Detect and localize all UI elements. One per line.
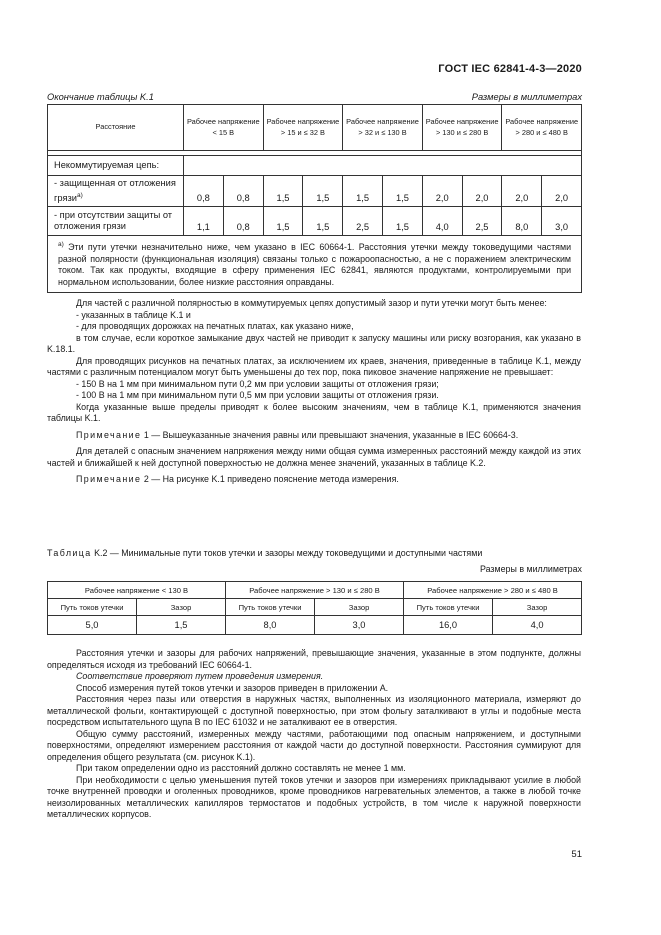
paragraph: Способ измерения путей токов утечки и зазоров приведен в приложении А. bbox=[76, 682, 389, 693]
table-cell: 1,1 bbox=[184, 207, 224, 236]
table-cell: 2,5 bbox=[343, 207, 383, 236]
body-section-2 bbox=[47, 648, 581, 821]
table-cell: 1,5 bbox=[137, 616, 226, 635]
row-label: - защищенная от отложения грязи$^{а)}$ bbox=[48, 176, 184, 207]
table-row bbox=[48, 207, 582, 236]
paragraph: Соответствие проверяют путем проведения измерения. bbox=[76, 671, 324, 681]
voltage-group: Рабочее напряжение > 280 и ≤ 480 В bbox=[404, 582, 582, 599]
table-cell: 1,5 bbox=[343, 176, 383, 207]
note-label: Примечание bbox=[76, 474, 142, 484]
table-cell: 2,0 bbox=[542, 176, 582, 207]
col-header-distance: Расстояние bbox=[48, 105, 184, 151]
table-cell: 2,5 bbox=[462, 207, 502, 236]
col-header: Путь токов утечки bbox=[404, 599, 493, 616]
voltage-group: Рабочее напряжение > 130 и ≤ 280 В bbox=[226, 582, 404, 599]
list-item: - для проводящих дорожках на печатных платах, как указано ниже, bbox=[76, 321, 354, 331]
paragraph: Для деталей с опасным значением напряжения между ними общая сумма измеренных расстояний между каждой из этих частей и ближайшей к ней доступной поверхностью не должна менее значений, указанных в таблице K.2. bbox=[47, 446, 581, 468]
voltage-group: Рабочее напряжение > 15 и ≤ 32 В bbox=[263, 105, 343, 151]
table1-units: Размеры в миллиметрах bbox=[471, 92, 582, 102]
table-row bbox=[48, 176, 582, 207]
paragraph: Расстояния через пазы или отверстия в наружных частях, выполненных из изоляционного материала, измеряют до металлической фольги, контактирующей с доступной поверхностью, при этом фольгу заталкивают в углы и подобные места посредством испытательного щупа B по IEC 61032 и не заталкивают ее в отверстия. bbox=[47, 694, 581, 727]
table2-subheader-row bbox=[48, 599, 582, 616]
table2-header-row bbox=[48, 582, 582, 599]
paragraph: Для проводящих рисунков на печатных платах, за исключением их краев, значения, приведенные в таблице K.1, между частями с различным потенциалом могут быть уменьшены до тех пор, пока пиковое значение напряжение не превышает: bbox=[47, 355, 581, 377]
table-cell: 0,8 bbox=[223, 207, 263, 236]
paragraph: Для частей с различной полярностью в коммутируемых цепях допустимый зазор и пути утечки могут быть менее: bbox=[76, 298, 547, 308]
table-cell: 3,0 bbox=[542, 207, 582, 236]
paragraph: При необходимости с целью уменьшения путей токов утечки и зазоров при измерениях прикладывают усилие в любой точке внутренней проводки и оголенных проводников, кроме проводников нагревательных элементов, а также в любой точке неизолированных металлических капилляров термостатов и подобных устройств, в том числе к наружной поверхности металлических корпусов. bbox=[47, 774, 581, 819]
table2-caption: Таблица K.2 — Минимальные пути токов утечки и зазоры между токоведущими и доступными частями bbox=[47, 548, 483, 558]
table-cell: 2,0 bbox=[422, 176, 462, 207]
list-item: - 150 В на 1 мм при минимальном пути 0,2 мм при условии защиты от отложения грязи; bbox=[76, 378, 439, 389]
voltage-group: Рабочее напряжение < 15 В bbox=[184, 105, 264, 151]
table-cell: 16,0 bbox=[404, 616, 493, 635]
table-cell: 4,0 bbox=[493, 616, 582, 635]
note: Примечание 2 — На рисунке K.1 приведено пояснение метода измерения. bbox=[76, 474, 399, 484]
row-label: Некоммутируемая цепь: bbox=[48, 156, 184, 176]
table-cell: 0,8 bbox=[223, 176, 263, 207]
table-cell: 1,5 bbox=[383, 176, 423, 207]
voltage-group: Рабочее напряжение > 130 и ≤ 280 В bbox=[422, 105, 502, 151]
table-cell: 5,0 bbox=[48, 616, 137, 635]
table-row bbox=[48, 616, 582, 635]
table-cell: 1,5 bbox=[383, 207, 423, 236]
page-number: 51 bbox=[571, 849, 582, 860]
table-cell: 2,0 bbox=[462, 176, 502, 207]
list-item: - 100 В на 1 мм при минимальном пути 0,5 мм при условии защиты от отложения грязи. bbox=[76, 390, 439, 400]
note: Примечание 1 — Вышеуказанные значения равны или превышают значения, указанные в IEC 60664-3. bbox=[76, 429, 519, 440]
table-cell: 3,0 bbox=[315, 616, 404, 635]
table2-units: Размеры в миллиметрах bbox=[479, 564, 582, 574]
col-header: Зазор bbox=[315, 599, 404, 616]
table-k1 bbox=[47, 104, 582, 293]
standard-header: ГОСТ IEC 62841-4-3—2020 bbox=[438, 63, 582, 75]
table-cell: 1,5 bbox=[303, 207, 343, 236]
paragraph: Расстояния утечки и зазоры для рабочих напряжений, превышающие значения, указанные в этом подпункте, должны определяться исходя из требований IEC 60664-1. bbox=[47, 648, 581, 670]
table-k2 bbox=[47, 581, 582, 635]
table-cell: 1,5 bbox=[263, 207, 303, 236]
table-cell: 8,0 bbox=[502, 207, 542, 236]
table-cell: 1,5 bbox=[263, 176, 303, 207]
table-cell: 1,5 bbox=[303, 176, 343, 207]
row-label: - при отсутствии защиты от отложения грязи bbox=[48, 207, 184, 236]
table-cell: 8,0 bbox=[226, 616, 315, 635]
paragraph: Общую сумму расстояний, измеренных между частями, работающими под опасным напряжением, и доступными поверхностями, определяют измерением расстояния от каждой части до доступной поверхности. Расстояния суммируют для определения общего результата (см. рисунок K.1). bbox=[47, 728, 581, 762]
voltage-group: Рабочее напряжение > 32 и ≤ 130 В bbox=[343, 105, 423, 151]
table-cell: 4,0 bbox=[422, 207, 462, 236]
col-header: Зазор bbox=[493, 599, 582, 616]
voltage-group: Рабочее напряжение < 130 В bbox=[48, 582, 226, 599]
paragraph: При таком определении одно из расстояний должно составлять не менее 1 мм. bbox=[76, 763, 406, 773]
table-footnote: $^{а)}$ Эти пути утечки незначительно ниже, чем указано в IEC 60664-1. Расстояния утечки между токоведущими частями разной полярности (функциональная изоляция) связаны только с пожароопасностью, а не с поражением электрическим током. Так как продукты, входящие в сферу применения IEC 62841, являются продуктами, контролируемыми при нормальном использовании, более низкие расстояния оправданы. bbox=[48, 236, 582, 293]
table1-caption: Окончание таблицы K.1 bbox=[47, 92, 154, 102]
table-row bbox=[48, 156, 582, 176]
table1-header-row bbox=[48, 105, 582, 151]
col-header: Путь токов утечки bbox=[226, 599, 315, 616]
paragraph: Когда указанные выше пределы приводят к более высоким значениям, чем в таблице K.1, применяются значения таблицы K.1. bbox=[47, 401, 581, 423]
col-header: Путь токов утечки bbox=[48, 599, 137, 616]
note-label: Примечание bbox=[76, 429, 142, 440]
voltage-group: Рабочее напряжение > 280 и ≤ 480 В bbox=[502, 105, 582, 151]
list-item: - указанных в таблице K.1 и bbox=[76, 309, 191, 320]
table-cell: 0,8 bbox=[184, 176, 224, 207]
paragraph: в том случае, если короткое замыкание двух частей не приводит к запуску машины или риску возгорания, как указано в K.18.1. bbox=[47, 332, 581, 354]
col-header: Зазор bbox=[137, 599, 226, 616]
body-section-1 bbox=[47, 298, 581, 486]
table-cell: 2,0 bbox=[502, 176, 542, 207]
table-footnote-row bbox=[48, 236, 582, 293]
